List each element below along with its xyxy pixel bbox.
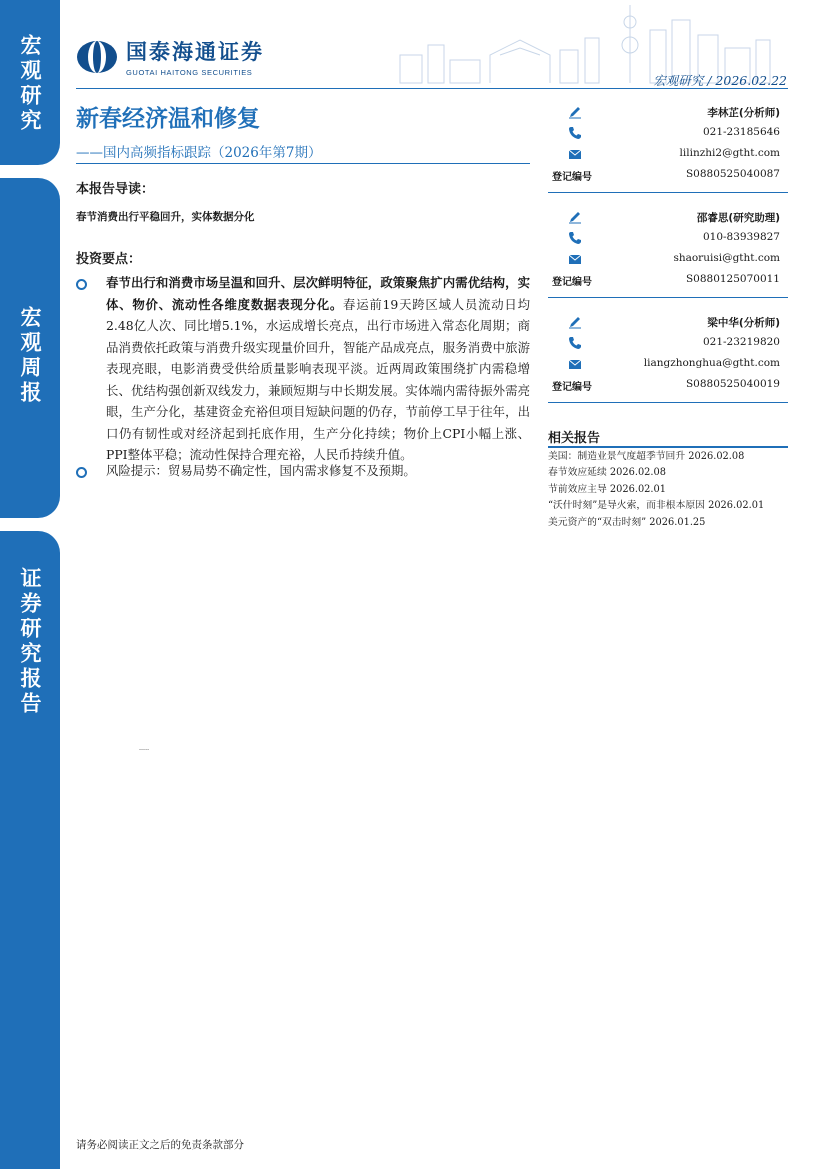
points-heading: 投资要点： — [76, 252, 142, 267]
brand-name-en: GUOTAI HAITONG SECURITIES — [126, 68, 253, 77]
phone-icon — [568, 231, 582, 245]
analyst-divider — [548, 297, 788, 298]
phone-icon — [568, 126, 582, 140]
email-icon — [568, 357, 582, 371]
analyst-name: 梁中华(分析师) — [707, 317, 780, 329]
analyst-divider — [548, 402, 788, 403]
analyst-card — [548, 207, 788, 291]
analyst-email[interactable]: shaoruisi@gtht.com — [673, 252, 780, 264]
analyst-email[interactable]: liangzhonghua@gtht.com — [643, 357, 780, 369]
analyst-name: 邵睿思(研究助理) — [696, 212, 780, 224]
risk-warning: 风险提示：贸易局势不确定性，国内需求修复不及预期。 — [106, 463, 416, 478]
analyst-name: 李林芷(分析师) — [707, 107, 780, 119]
analyst-phone: 021-23185646 — [702, 126, 780, 138]
pen-icon — [568, 210, 582, 224]
analyst-phone: 010-83939827 — [702, 231, 780, 243]
related-reports-heading: 相关报告 — [548, 431, 601, 446]
registration-label: 登记编号 — [552, 277, 592, 288]
guide-heading: 本报告导读： — [76, 182, 155, 197]
key-point-paragraph — [106, 272, 530, 466]
key-point-body: 春运前19天跨区域人员流动日均2.48亿人次、同比增5.1%，水运成增长亮点，出行市场进入常态化周期；商品消费依托政策与消费升级实现量价回升，智能产品成亮点，服务消费中旅游表现亮眼，电影消费受供给质量影响表现平淡。近两周政策围绕扩内需稳增长、优结构强创新双线发力，兼顾短期与中长期发展。实体端内需待振外需亮眼，生产分化，基建资金充裕但项目短缺问题的仍存，节前停工早于往年，出口仍有韧性或对经济起到托底作用，生产分化持续；物价上CPI小幅上涨、PPI整体平稳；流动性保持合理充裕，人民币持续升值。 — [106, 296, 530, 462]
related-reports-list — [548, 449, 788, 531]
registration-label: 登记编号 — [552, 172, 592, 183]
related-report-item[interactable]: 美国：制造业景气度超季节回升 2026.02.08 — [548, 451, 745, 462]
sidebar-label: 证券研究报告 — [18, 567, 42, 717]
analyst-divider — [548, 192, 788, 193]
bullet-icon — [76, 279, 87, 290]
company-logo — [76, 36, 264, 77]
title-divider — [76, 163, 530, 164]
report-date: 2026.02.22 — [715, 73, 787, 88]
pen-icon — [568, 105, 582, 119]
registration-number: S0880125070011 — [685, 273, 780, 285]
analyst-card — [548, 102, 788, 186]
registration-label: 登记编号 — [552, 382, 592, 393]
sidebar-tab-macro-weekly — [0, 178, 60, 518]
sidebar-tab-securities-report — [0, 531, 60, 1169]
brand-name-cn: 国泰海通证券 — [126, 40, 264, 64]
email-icon — [568, 147, 582, 161]
phone-icon — [568, 336, 582, 350]
report-title: 新春经济温和修复 — [76, 106, 260, 132]
report-category: 宏观研究 — [653, 73, 704, 88]
analyst-phone: 021-23219820 — [702, 336, 780, 348]
related-report-item[interactable]: “沃什时刻”是导火索，而非根本原因 2026.02.01 — [548, 500, 765, 512]
sidebar-tab-macro-research — [0, 0, 60, 165]
sidebar-label: 宏观研究 — [18, 34, 42, 134]
analyst-email[interactable]: lilinzhi2@gtht.com — [679, 147, 780, 159]
sidebar-label: 宏观周报 — [18, 306, 42, 406]
analyst-card — [548, 312, 788, 396]
related-report-item[interactable]: 美元资产的“双击时刻” 2026.01.25 — [548, 516, 706, 528]
pen-icon — [568, 315, 582, 329]
faint-mark: ----- — [139, 746, 150, 753]
bullet-icon — [76, 467, 87, 478]
report-category-date: 宏观研究 / 2026.02.22 — [653, 73, 787, 88]
report-subtitle: ——国内高频指标跟踪（2026年第7期） — [76, 145, 322, 161]
disclaimer-footer: 请务必阅读正文之后的免责条款部分 — [76, 1139, 244, 1151]
related-report-item[interactable]: 节前效应主导 2026.02.01 — [548, 483, 666, 495]
related-report-item[interactable]: 春节效应延续 2026.02.08 — [548, 467, 666, 479]
email-icon — [568, 252, 582, 266]
related-reports-divider — [548, 446, 788, 448]
key-point-lead: 春节出行和消费市场呈温和回升、层次鲜明特征，政策聚焦扩内需优结构，实体、物价、流动性各维度数据表现分化。 — [106, 275, 530, 312]
guide-text: 春节消费出行平稳回升，实体数据分化 — [76, 211, 255, 223]
registration-number: S0880525040087 — [685, 168, 780, 180]
header-divider — [76, 88, 788, 89]
registration-number: S0880525040019 — [685, 378, 780, 390]
logo-mark-icon — [76, 40, 118, 74]
